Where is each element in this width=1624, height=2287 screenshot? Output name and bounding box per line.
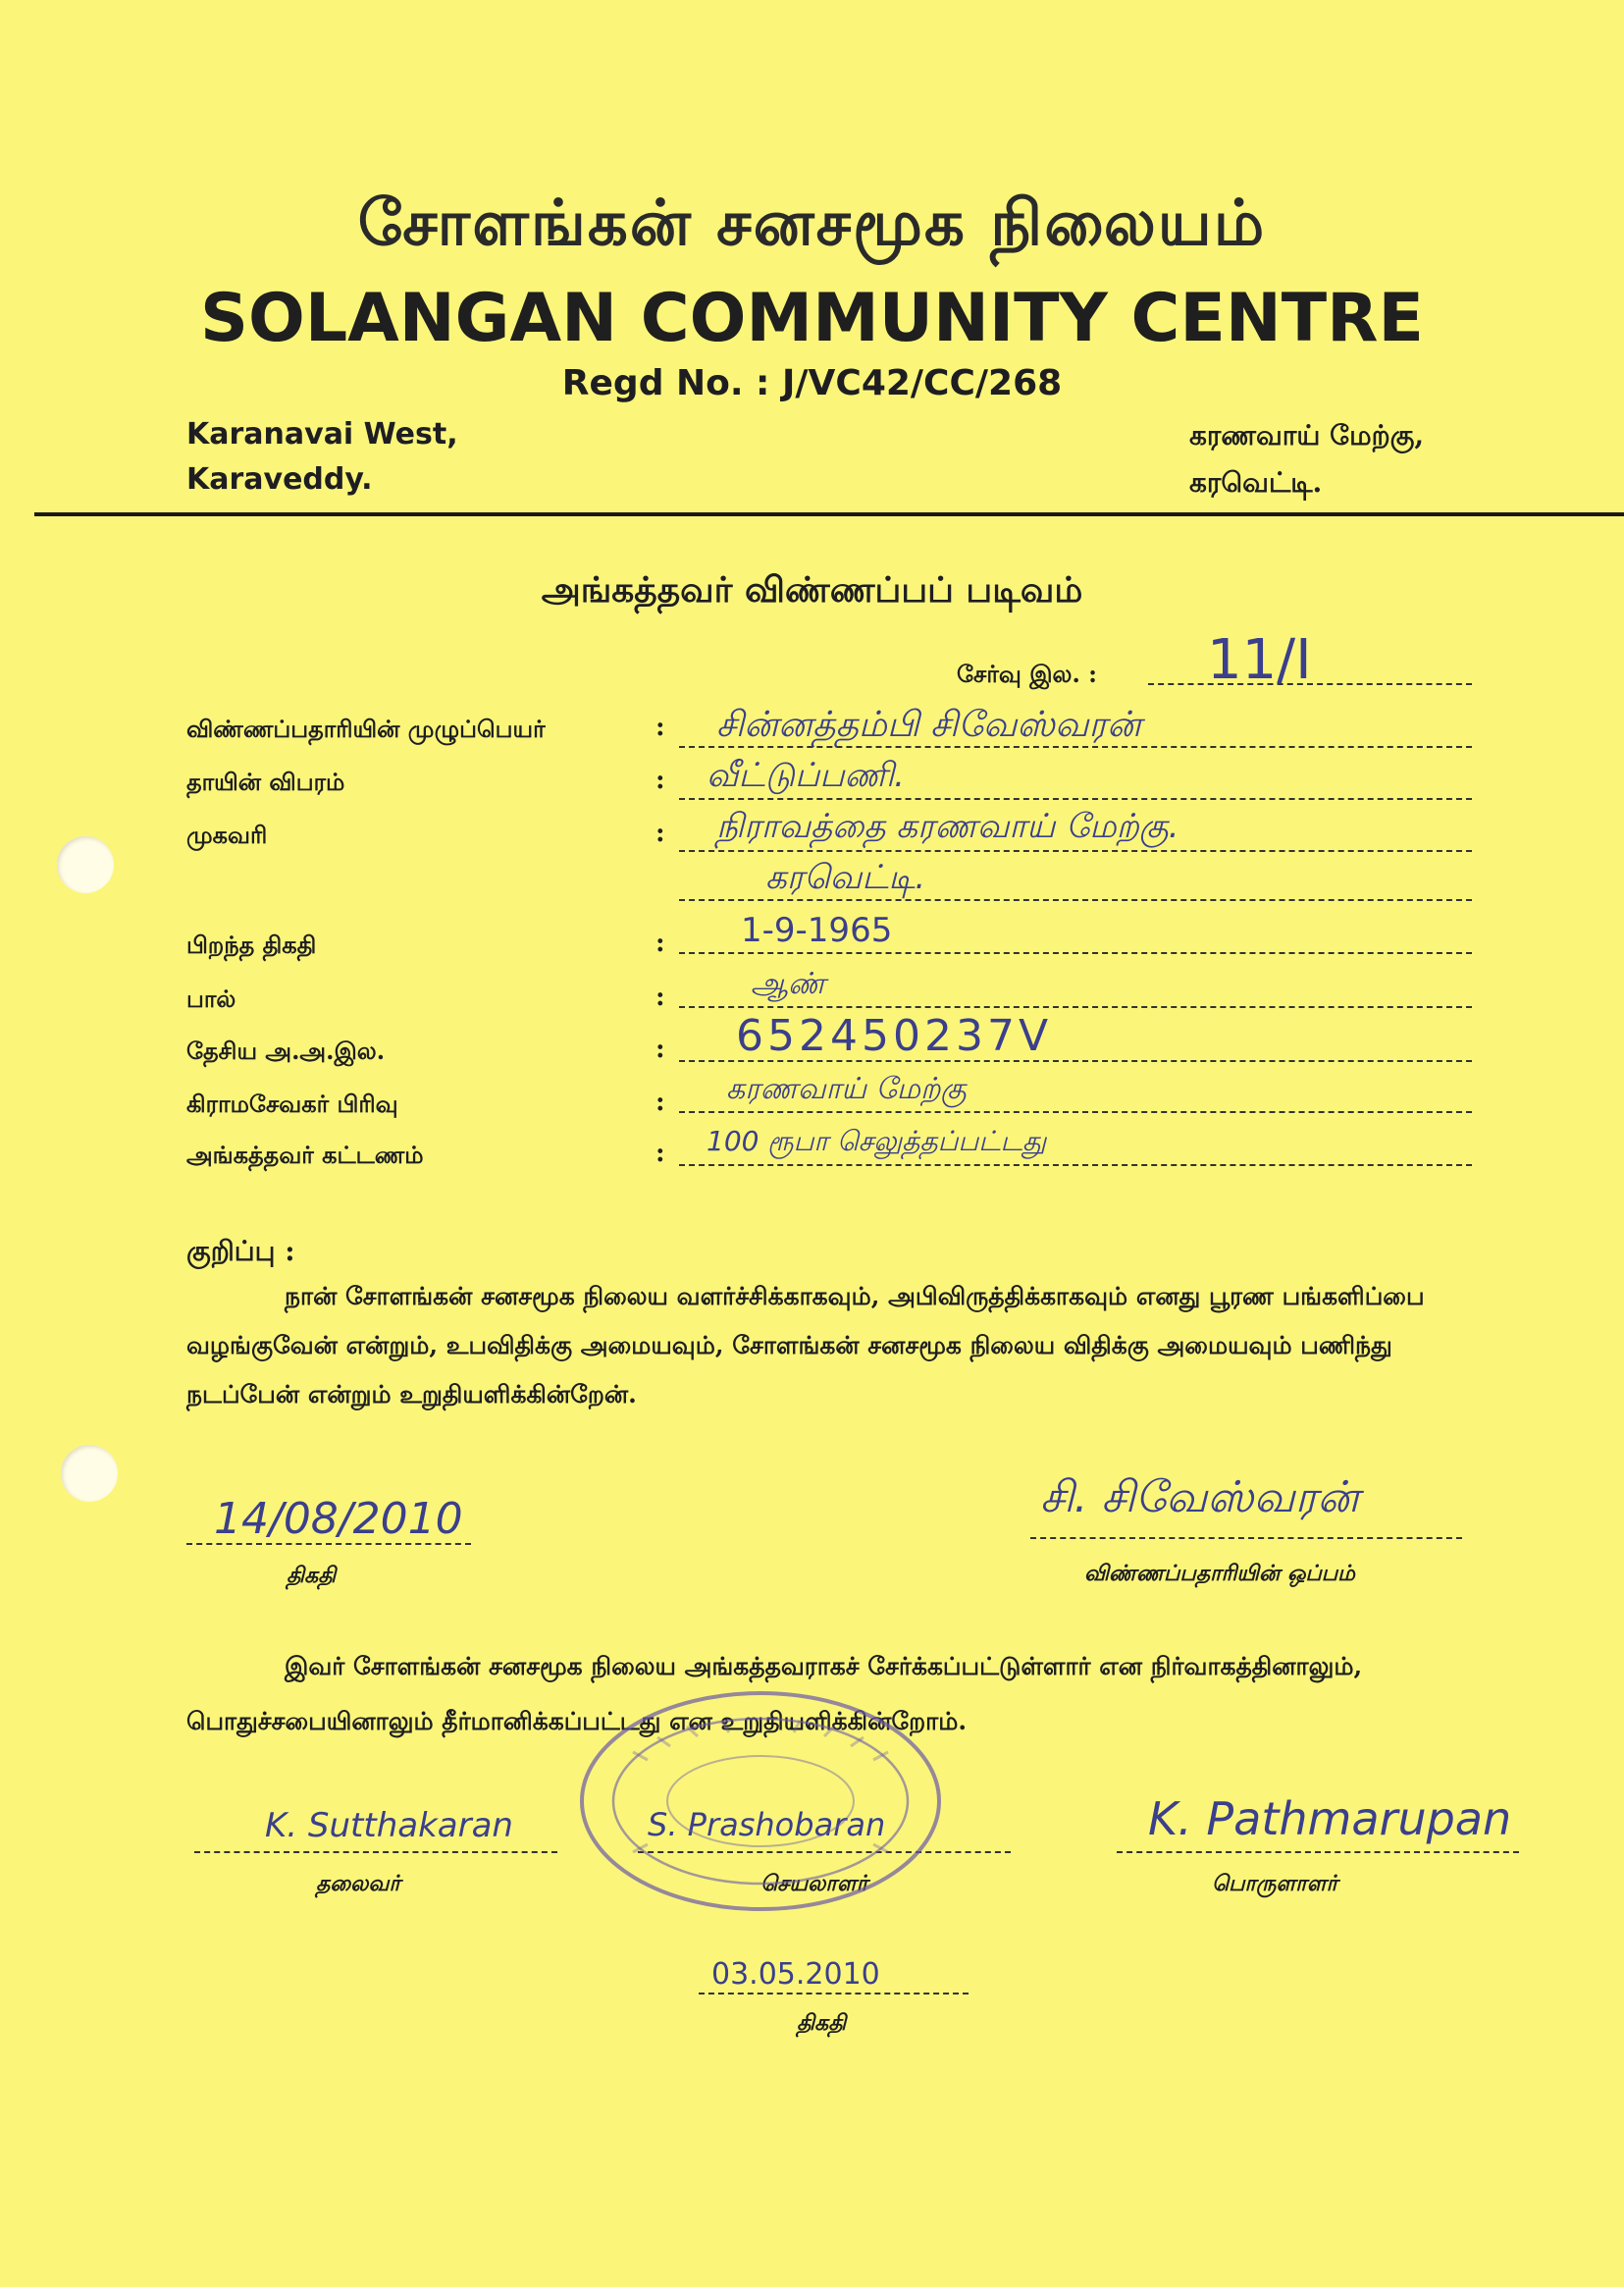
president-label: தலைவர் bbox=[316, 1871, 400, 1896]
field-label: விண்ணப்பதாரியின் முழுப்பெயர் bbox=[186, 715, 546, 743]
applicant-signature-label: விண்ணப்பதாரியின் ஒப்பம் bbox=[1084, 1561, 1355, 1586]
secretary-label: செயலாளர் bbox=[760, 1871, 868, 1896]
applicant-signature-line bbox=[1030, 1537, 1462, 1539]
serial-value: 11/I bbox=[1207, 628, 1312, 692]
field-colon: : bbox=[655, 766, 665, 795]
field-label: முகவரி bbox=[186, 821, 268, 849]
field-colon: : bbox=[655, 1139, 665, 1168]
address-tamil-line1: கரணவாய் மேற்கு, bbox=[1189, 419, 1425, 452]
field-value: 652450237V bbox=[736, 1011, 1053, 1061]
field-line bbox=[679, 952, 1472, 954]
address-english-line2: Karaveddy. bbox=[186, 462, 373, 497]
field-label: கிராமசேவகர் பிரிவு bbox=[186, 1090, 398, 1118]
field-colon: : bbox=[655, 1088, 665, 1117]
field-label: தேசிய அ.அ.இல. bbox=[186, 1037, 386, 1065]
treasurer-signature: K. Pathmarupan bbox=[1148, 1792, 1512, 1845]
field-value: 100 ரூபா செலுத்தப்பட்டது bbox=[707, 1125, 1047, 1157]
field-label: பிறந்த திகதி bbox=[186, 931, 317, 959]
field-label: தாயின் விபரம் bbox=[186, 768, 345, 796]
address-english-line1: Karanavai West, bbox=[186, 417, 458, 452]
field-label: அங்கத்தவர் கட்டணம் bbox=[186, 1141, 424, 1169]
title-english: SOLANGAN COMMUNITY CENTRE bbox=[200, 280, 1424, 357]
punch-hole-top bbox=[57, 836, 114, 893]
field-line bbox=[679, 1164, 1472, 1166]
applicant-date-line bbox=[186, 1543, 471, 1545]
official-date-label: திகதி bbox=[797, 2010, 847, 2036]
field-value: கரவெட்டி. bbox=[765, 858, 926, 897]
field-colon: : bbox=[655, 1035, 665, 1064]
serial-label: சேர்வு இல. : bbox=[957, 660, 1098, 688]
confirmation-text: இவர் சோளங்கன் சனசமூக நிலைய அங்கத்தவராகச் சேர்க்கப்பட்டுள்ளார் என நிர்வாகத்தினாலும், பொதுச்சபையினாலும் தீர்மானிக்கப்பட்டது என உறுதியளிக்கின்றோம். bbox=[186, 1652, 1363, 1735]
applicant-date-label: திகதி bbox=[287, 1563, 337, 1588]
field-line bbox=[679, 1111, 1472, 1113]
field-value: சின்னத்தம்பி சிவேஸ்வரன் bbox=[716, 705, 1142, 745]
note-title: குறிப்பு : bbox=[186, 1235, 295, 1267]
address-tamil-line2: கரவெட்டி. bbox=[1189, 466, 1323, 499]
field-value: ஆண் bbox=[751, 967, 826, 1001]
title-tamil: சோளங்கன் சனசமூக நிலையம் bbox=[357, 186, 1267, 260]
field-colon: : bbox=[655, 929, 665, 958]
punch-hole-bottom bbox=[61, 1445, 118, 1502]
field-value: வீட்டுப்பணி. bbox=[707, 756, 905, 795]
address-tamil bbox=[1189, 412, 1424, 506]
treasurer-label: பொருளாளர் bbox=[1212, 1871, 1338, 1896]
field-colon: : bbox=[655, 819, 665, 848]
field-value: 1-9-1965 bbox=[741, 911, 893, 950]
applicant-signature: சி. சிவேஸ்வரன் bbox=[1040, 1472, 1360, 1522]
field-value: நிராவத்தை கரணவாய் மேற்கு. bbox=[716, 807, 1179, 846]
field-label: பால் bbox=[186, 984, 236, 1013]
president-line bbox=[194, 1851, 557, 1853]
form-title: அங்கத்தவர் விண்ணப்பப் படிவம் bbox=[541, 569, 1083, 611]
applicant-date-value: 14/08/2010 bbox=[214, 1494, 463, 1544]
official-date-value: 03.05.2010 bbox=[711, 1957, 880, 1992]
note-body: நான் சோளங்கன் சனசமூக நிலைய வளர்ச்சிக்காகவும், அபிவிருத்திக்காகவும் எனது பூரண பங்களிப்பை வழங்குவேன் என்றும், உபவிதிக்கு அமையவும், சோளங்கன் சனசமூக நிலைய விதிக்கு அமையவும் பணிந்து நடப்பேன் என்றும் உறுதியளிக்கின்றேன். bbox=[186, 1282, 1425, 1409]
field-line bbox=[679, 1006, 1472, 1008]
organisation-stamp bbox=[574, 1683, 947, 1919]
field-value: கரணவாய் மேற்கு bbox=[726, 1072, 967, 1106]
registration-number: Regd No. : J/VC42/CC/268 bbox=[561, 363, 1063, 403]
field-colon: : bbox=[655, 983, 665, 1012]
field-line bbox=[679, 850, 1472, 852]
header-divider bbox=[34, 512, 1624, 516]
official-date-line bbox=[699, 1993, 969, 1994]
field-colon: : bbox=[655, 713, 665, 742]
treasurer-line bbox=[1117, 1851, 1519, 1853]
address-english bbox=[186, 412, 458, 503]
president-signature: K. Sutthakaran bbox=[265, 1806, 513, 1845]
secretary-signature: S. Prashobaran bbox=[648, 1806, 886, 1843]
